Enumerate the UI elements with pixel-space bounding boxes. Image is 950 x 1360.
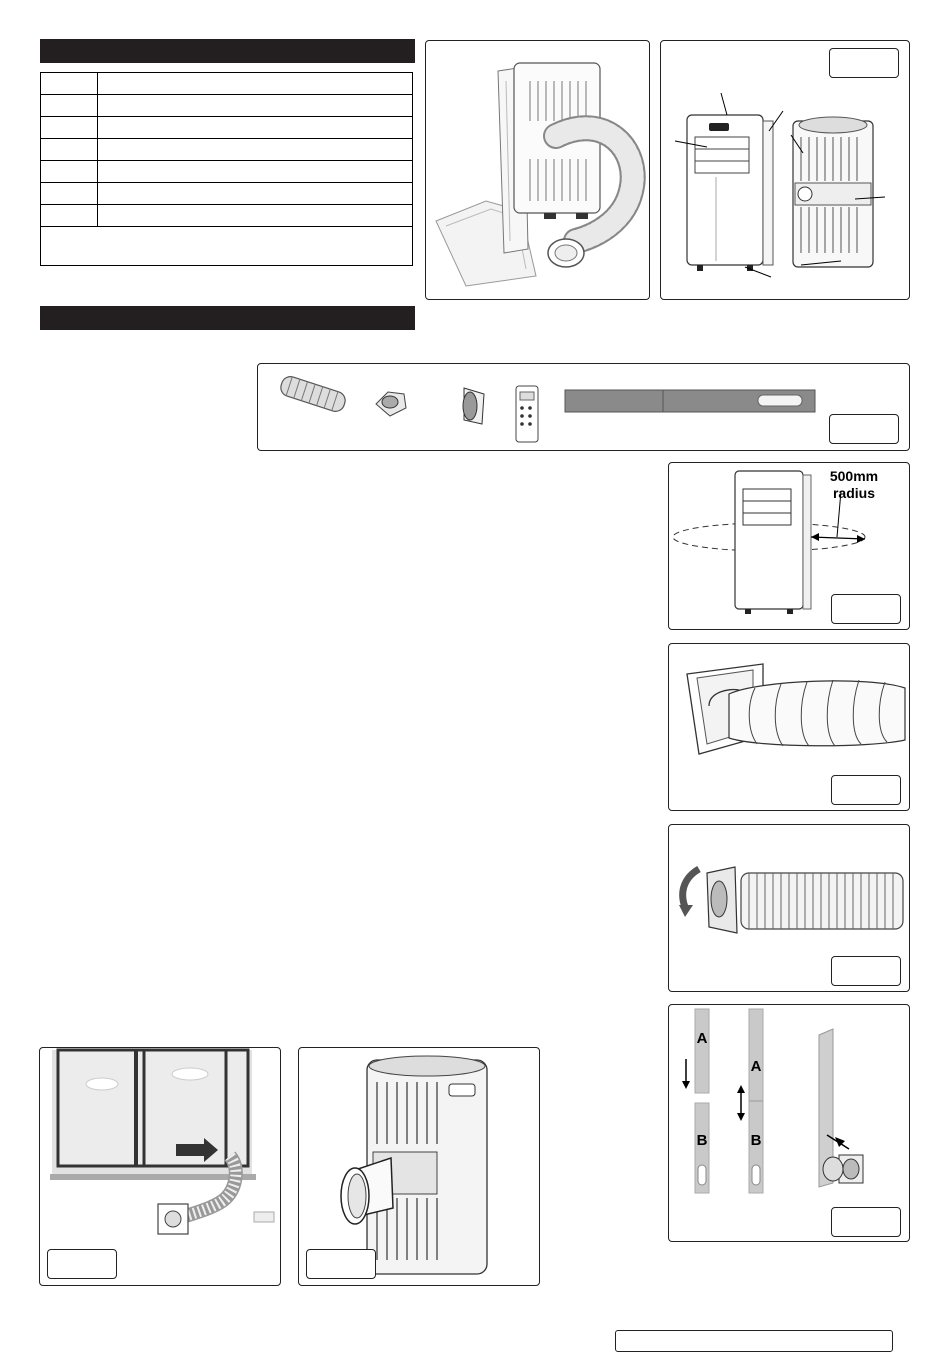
hose-icon xyxy=(279,374,348,413)
unit-adaptor-icon xyxy=(463,388,484,424)
slider-assembly-illustration xyxy=(669,1005,907,1239)
table-note-cell xyxy=(41,227,413,266)
table-cell xyxy=(41,161,98,183)
radius-word-label: radius xyxy=(832,485,876,501)
table-row xyxy=(41,117,413,139)
figure-box-accessories xyxy=(257,363,910,451)
figure-box-window-install xyxy=(39,1047,281,1286)
figure-label xyxy=(831,594,901,624)
figure-box-unit-views xyxy=(660,40,910,300)
figure-label xyxy=(47,1249,117,1279)
table-cell xyxy=(98,161,413,183)
figure-label xyxy=(831,956,901,986)
table-cell xyxy=(98,139,413,161)
figure-label xyxy=(306,1249,376,1279)
section-header-1 xyxy=(40,39,415,63)
remote-control-icon xyxy=(516,386,538,442)
figure-label xyxy=(831,775,901,805)
table-row xyxy=(41,227,413,266)
radius-value-label: 500mm xyxy=(829,468,879,484)
pipe-a-label: A xyxy=(696,1030,708,1047)
unit-outline xyxy=(735,471,803,609)
table-row xyxy=(41,139,413,161)
figure-label xyxy=(829,48,899,78)
table-row xyxy=(41,95,413,117)
window-slider-icon xyxy=(565,390,815,412)
table-cell xyxy=(98,117,413,139)
radius-arrow xyxy=(811,537,865,539)
table-cell xyxy=(98,183,413,205)
table-row xyxy=(41,161,413,183)
figure-box-hose-adaptor xyxy=(668,824,910,992)
table-cell xyxy=(98,73,413,95)
figure-label xyxy=(829,414,899,444)
figure-box-hose-fitting xyxy=(668,643,910,811)
pipe-b-label: B xyxy=(750,1132,762,1149)
table-cell xyxy=(41,73,98,95)
window-adaptor-icon xyxy=(376,392,406,416)
figure-label xyxy=(831,1207,901,1237)
table-cell xyxy=(41,205,98,227)
table-cell xyxy=(98,205,413,227)
pipe-b-label: B xyxy=(696,1132,708,1149)
table-row xyxy=(41,205,413,227)
figure-box-unit-adaptor xyxy=(298,1047,540,1286)
section-header-2 xyxy=(40,306,415,330)
figure-box-slider-assembly xyxy=(668,1004,910,1242)
figure-box-clearance xyxy=(668,462,910,630)
table-cell xyxy=(41,117,98,139)
table-row xyxy=(41,73,413,95)
table-cell xyxy=(98,95,413,117)
page-footer-box xyxy=(615,1330,893,1352)
table-cell xyxy=(41,139,98,161)
figure-box-product-kit xyxy=(425,40,650,300)
product-kit-illustration xyxy=(426,41,648,297)
specification-table xyxy=(40,72,413,266)
table-cell xyxy=(41,95,98,117)
unit-views-illustration xyxy=(661,41,909,297)
rotate-arrow-icon xyxy=(683,869,699,907)
table-cell xyxy=(41,183,98,205)
pipe-a-label: A xyxy=(750,1058,762,1075)
accessories-illustration xyxy=(258,364,898,450)
table-row xyxy=(41,183,413,205)
